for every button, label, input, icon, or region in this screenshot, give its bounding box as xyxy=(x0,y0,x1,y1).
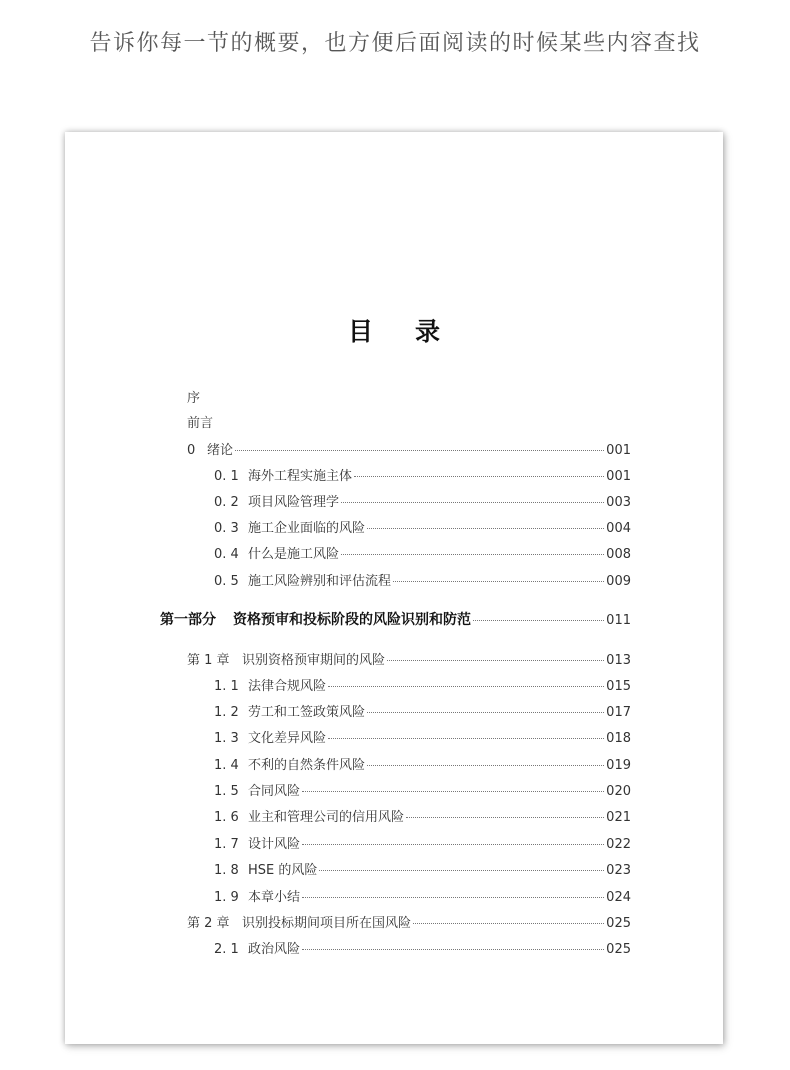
toc-entry-page: 021 xyxy=(606,810,631,825)
leader-dots xyxy=(319,870,604,871)
toc-entry-title: 不利的自然条件风险 xyxy=(248,758,366,773)
leader-dots xyxy=(367,712,604,713)
toc-entry-page: 011 xyxy=(606,613,631,628)
toc-entry-title: 施工风险辨别和评估流程 xyxy=(248,574,392,589)
toc-title: 目录 xyxy=(347,317,482,346)
leader-dots xyxy=(302,791,604,792)
toc-entry[interactable] xyxy=(214,543,631,562)
toc-entry-number: 1. 8 xyxy=(214,863,239,878)
leader-dots xyxy=(367,765,604,766)
toc-entry-title: 政治风险 xyxy=(248,942,301,957)
toc-entry[interactable] xyxy=(214,570,631,589)
toc-entry-foreword[interactable] xyxy=(187,412,213,431)
toc-entry-page: 003 xyxy=(606,495,631,510)
toc-entry[interactable] xyxy=(187,439,631,458)
leader-dots xyxy=(406,817,604,818)
toc-entry-number: 0. 2 xyxy=(214,495,239,510)
toc-entry-number: 2. 1 xyxy=(214,942,239,957)
toc-entry-title: 项目风险管理学 xyxy=(248,495,340,510)
book-page xyxy=(65,132,723,1044)
toc-entry[interactable] xyxy=(214,886,631,905)
toc-entry-page: 019 xyxy=(606,758,631,773)
toc-entry-page: 024 xyxy=(606,890,631,905)
toc-chapter-number: 第 1 章 xyxy=(187,653,230,668)
toc-entry-number: 0. 3 xyxy=(214,521,239,536)
toc-entry[interactable] xyxy=(214,727,631,746)
toc-entry-title: 前言 xyxy=(187,416,214,431)
toc-entry-number: 0 xyxy=(187,443,196,458)
toc-entry-number: 1. 6 xyxy=(214,810,239,825)
toc-chapter-title: 识别资格预审期间的风险 xyxy=(242,653,386,668)
toc-entry-title: 法律合规风险 xyxy=(248,679,327,694)
toc-entry[interactable] xyxy=(214,517,631,536)
toc-entry-title: 设计风险 xyxy=(248,837,301,852)
leader-dots xyxy=(328,738,604,739)
leader-dots xyxy=(367,528,604,529)
toc-entry-page: 025 xyxy=(606,942,631,957)
toc-entry-page: 017 xyxy=(606,705,631,720)
toc-part-entry[interactable] xyxy=(160,609,631,629)
toc-entry-page: 023 xyxy=(606,863,631,878)
toc-entry-number: 0. 4 xyxy=(214,547,239,562)
toc-entry-page: 025 xyxy=(606,916,631,931)
toc-entry-title: 文化差异风险 xyxy=(248,731,327,746)
leader-dots xyxy=(413,923,604,924)
toc-entry[interactable] xyxy=(214,833,631,852)
toc-entry-number: 1. 1 xyxy=(214,679,239,694)
toc-entry-page: 018 xyxy=(606,731,631,746)
toc-entry-number: 1. 7 xyxy=(214,837,239,852)
toc-entry[interactable] xyxy=(214,701,631,720)
toc-entry-page: 008 xyxy=(606,547,631,562)
toc-chapter-number: 第 2 章 xyxy=(187,916,230,931)
toc-entry-title: 劳工和工签政策风险 xyxy=(248,705,366,720)
toc-entry-title: 合同风险 xyxy=(248,784,301,799)
leader-dots xyxy=(302,897,604,898)
toc-entry-title: 本章小结 xyxy=(248,890,301,905)
leader-dots xyxy=(328,686,604,687)
toc-entry[interactable] xyxy=(214,491,631,510)
leader-dots xyxy=(302,844,604,845)
toc-entry-page: 015 xyxy=(606,679,631,694)
toc-entry-title: HSE 的风险 xyxy=(248,863,318,878)
toc-chapter-title: 识别投标期间项目所在国风险 xyxy=(242,916,412,931)
leader-dots xyxy=(354,476,604,477)
toc-entry-number: 0. 1 xyxy=(214,469,239,484)
toc-chapter-entry[interactable] xyxy=(187,649,631,668)
toc-chapter-entry[interactable] xyxy=(187,912,631,931)
leader-dots xyxy=(341,502,604,503)
toc-entry-page: 001 xyxy=(606,443,631,458)
toc-entry[interactable] xyxy=(214,754,631,773)
toc-entry[interactable] xyxy=(214,465,631,484)
toc-entry-page: 020 xyxy=(606,784,631,799)
leader-dots xyxy=(473,620,604,621)
toc-entry-number: 1. 2 xyxy=(214,705,239,720)
toc-entry-page: 022 xyxy=(606,837,631,852)
leader-dots xyxy=(393,581,604,582)
toc-entry-title: 序 xyxy=(187,391,201,406)
leader-dots xyxy=(235,450,604,451)
toc-entry-number: 1. 3 xyxy=(214,731,239,746)
toc-entry-page: 001 xyxy=(606,469,631,484)
leader-dots xyxy=(341,554,604,555)
toc-entry-title: 施工企业面临的风险 xyxy=(248,521,366,536)
toc-entry-title: 绪论 xyxy=(207,443,234,458)
toc-part-number: 第一部分 xyxy=(160,612,216,628)
toc-part-title: 资格预审和投标阶段的风险识别和防范 xyxy=(233,612,471,628)
toc-entry[interactable] xyxy=(214,780,631,799)
toc-entry-number: 0. 5 xyxy=(214,574,239,589)
toc-entry[interactable] xyxy=(214,675,631,694)
toc-entry-page: 013 xyxy=(606,653,631,668)
page-caption: 告诉你每一节的概要，也方便后面阅读的时候某些内容查找 xyxy=(89,31,701,56)
toc-entry[interactable] xyxy=(214,806,631,825)
toc-entry-number: 1. 5 xyxy=(214,784,239,799)
toc-entry[interactable] xyxy=(214,859,631,878)
toc-entry[interactable] xyxy=(214,938,631,957)
toc-entry-number: 1. 9 xyxy=(214,890,239,905)
toc-entry-number: 1. 4 xyxy=(214,758,239,773)
toc-entry-title: 海外工程实施主体 xyxy=(248,469,353,484)
toc-entry-preface[interactable] xyxy=(187,387,200,406)
leader-dots xyxy=(387,660,604,661)
toc-entry-title: 什么是施工风险 xyxy=(248,547,340,562)
toc-entry-page: 004 xyxy=(606,521,631,536)
toc-entry-page: 009 xyxy=(606,574,631,589)
toc-entry-title: 业主和管理公司的信用风险 xyxy=(248,810,405,825)
leader-dots xyxy=(302,949,604,950)
